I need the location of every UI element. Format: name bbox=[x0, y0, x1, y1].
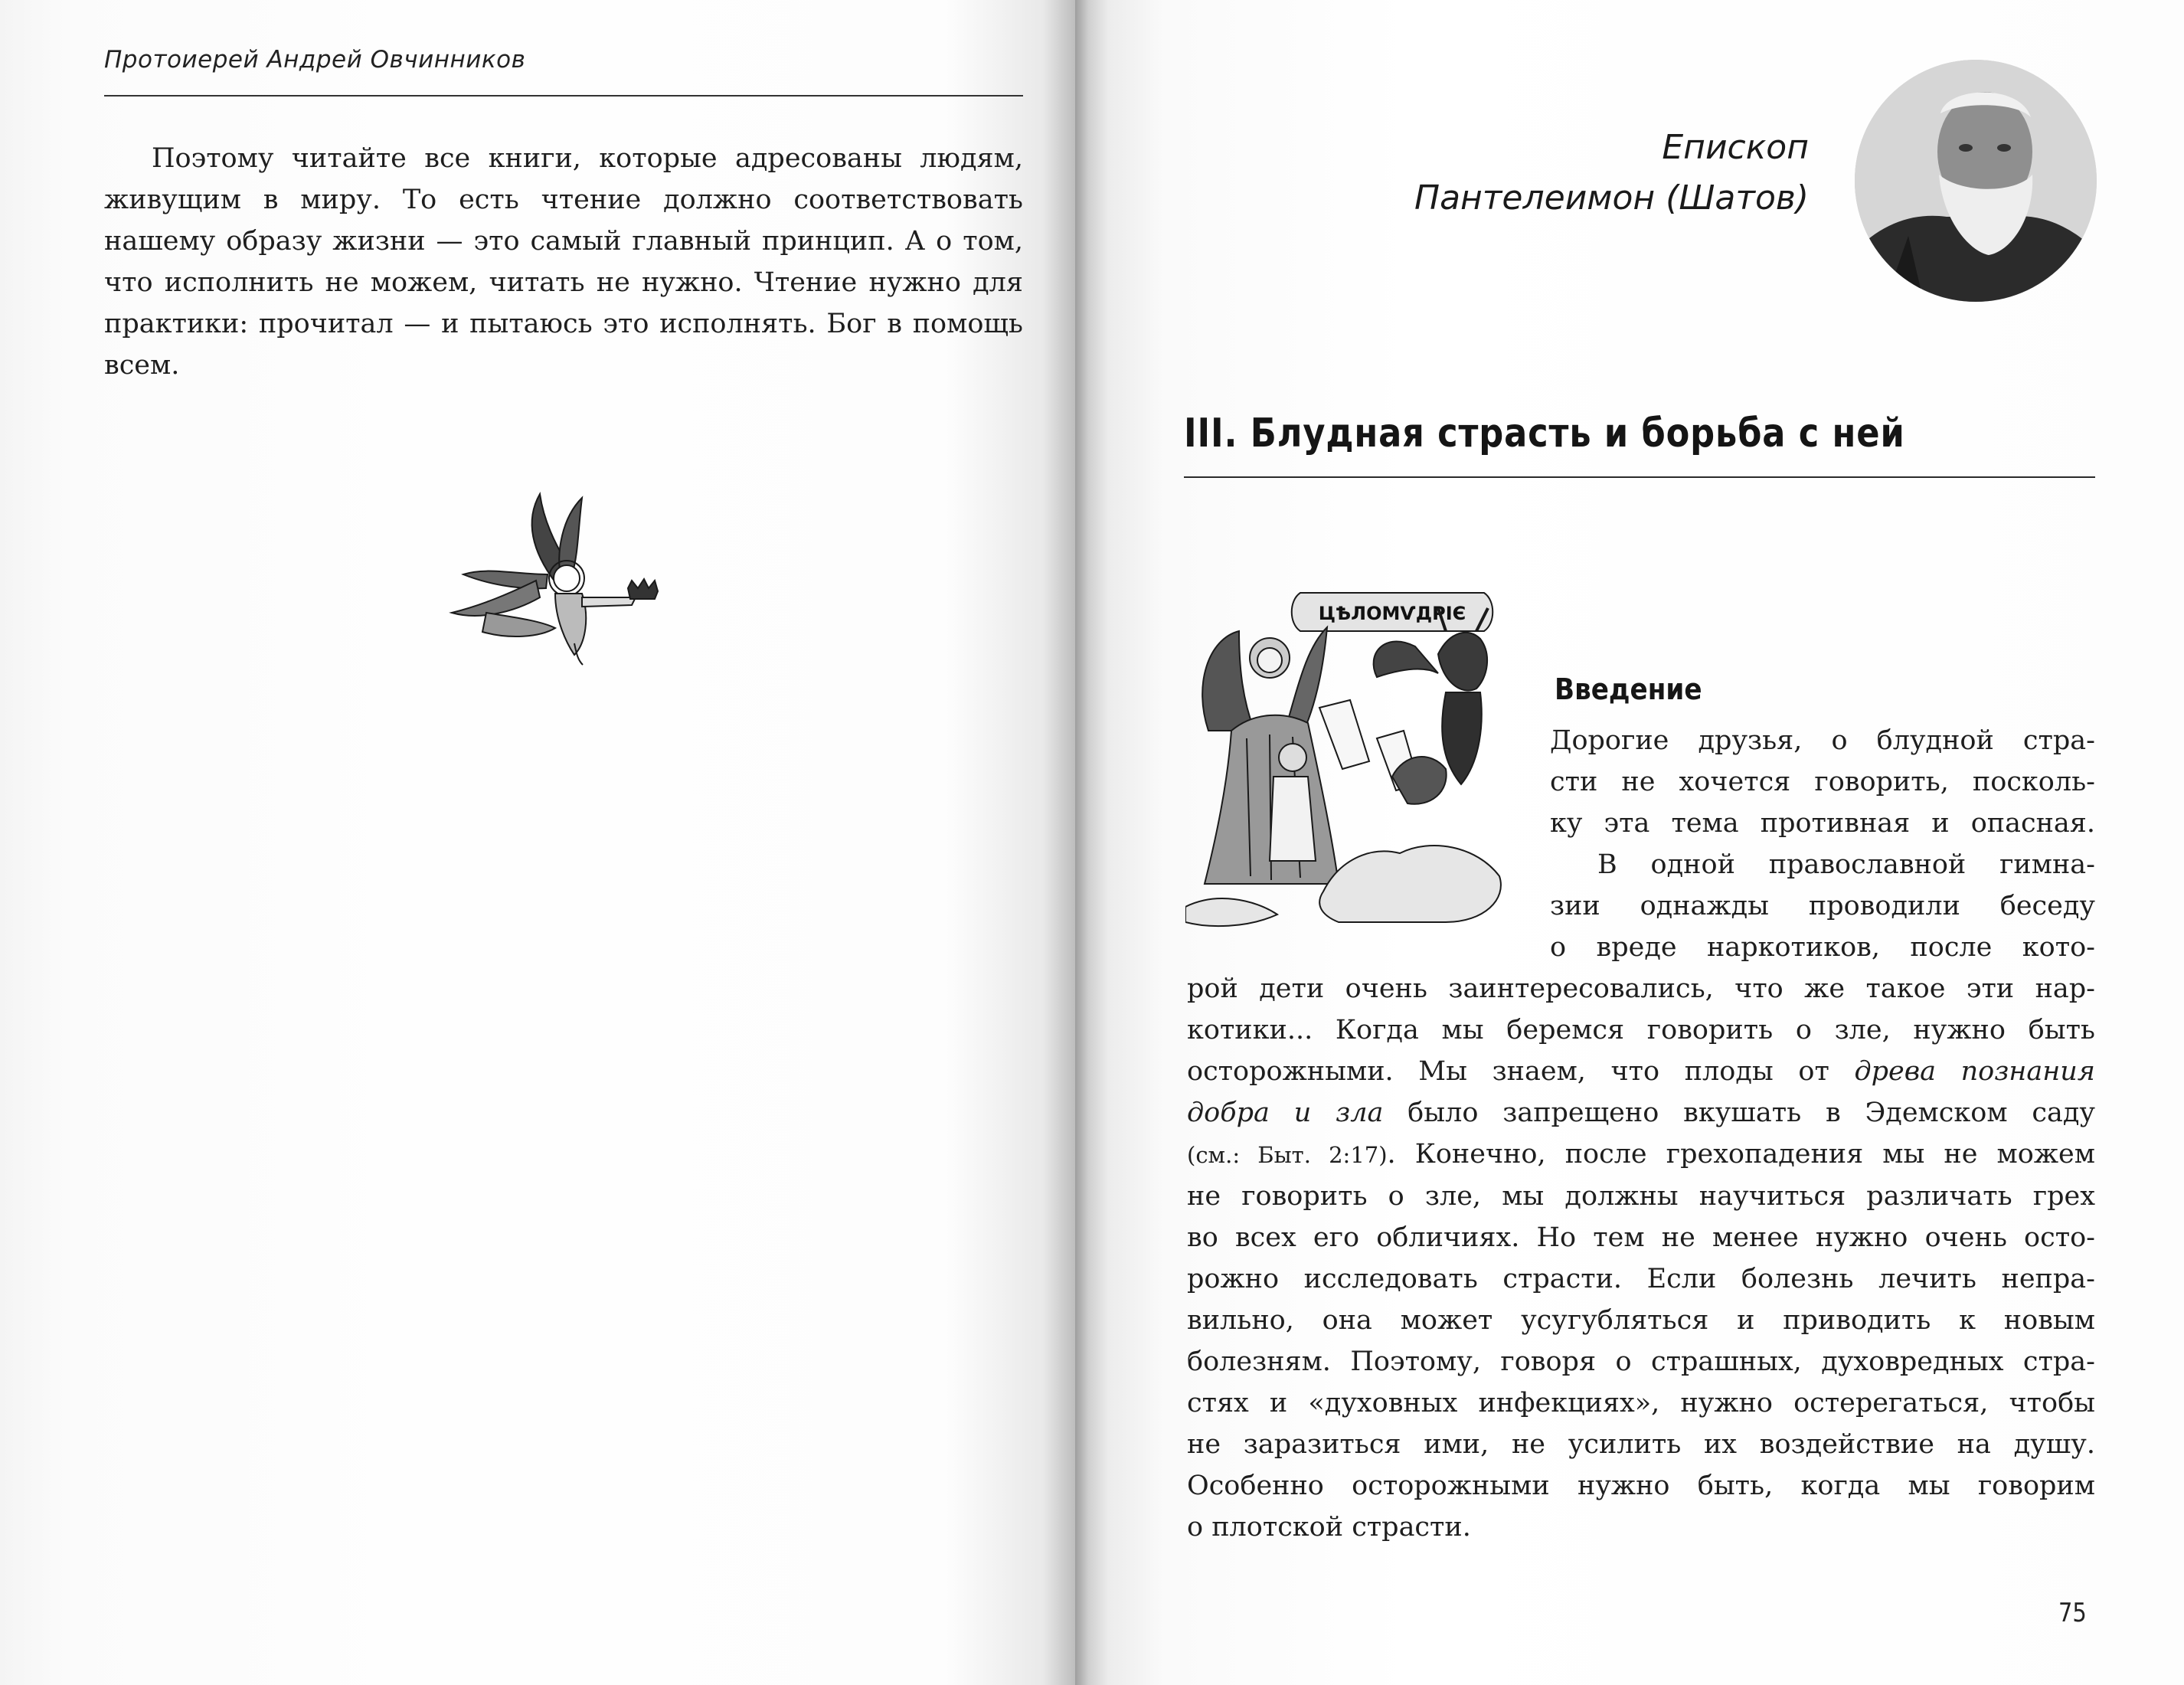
text-line: стях и «духовных инфекциях», нужно остерегаться, чтобы bbox=[1187, 1388, 2095, 1418]
banner-text: ЦѢЛОМѴДРІЄ bbox=[1318, 603, 1466, 624]
text-line bbox=[1187, 1051, 2095, 1092]
left-page bbox=[0, 0, 1075, 1685]
text-segment: было запрещено вкушать в Эдемском саду bbox=[1383, 1098, 2095, 1128]
wrapped-paragraph bbox=[1550, 720, 2095, 968]
main-paragraph bbox=[1187, 968, 2095, 1548]
text-line: болезням. Поэтому, говоря о страшных, духовредных стра- bbox=[1187, 1346, 2095, 1377]
text-line: котики... Когда мы беремся говорить о зле, нужно быть bbox=[1187, 1015, 2095, 1045]
author-portrait bbox=[1855, 60, 2097, 302]
italic-phrase: древа познания bbox=[1854, 1056, 2095, 1087]
text-segment: . Конечно, после грехопадения мы не можем bbox=[1387, 1139, 2095, 1170]
chapter-title: III. Блудная страсть и борьба с ней bbox=[1184, 411, 1905, 456]
text-line: о плотской страсти. bbox=[1187, 1512, 1471, 1543]
text-line: вильно, она может усугубляться и приводить к новым bbox=[1187, 1305, 2095, 1336]
text-line bbox=[1187, 1134, 2095, 1176]
text-line: о вреде наркотиков, после кото- bbox=[1550, 932, 2095, 963]
header-rule bbox=[104, 95, 1023, 97]
text-line: зии однажды проводили беседу bbox=[1550, 891, 2095, 921]
running-head: Протоиерей Андрей Овчинников bbox=[104, 46, 526, 74]
angel-illustration bbox=[440, 490, 678, 666]
italic-phrase: добра и зла bbox=[1187, 1098, 1384, 1128]
section-heading: Введение bbox=[1555, 672, 1702, 706]
chapter-rule bbox=[1184, 476, 2095, 478]
text-line: не заразиться ими, не усилить их воздействие на душу. bbox=[1187, 1429, 2095, 1460]
text-line: В одной православной гимна- bbox=[1597, 849, 2095, 880]
text-segment: осторожными. Мы знаем, что плоды от bbox=[1187, 1056, 1855, 1087]
page-number: 75 bbox=[2058, 1598, 2087, 1628]
left-paragraph: Поэтому читайте все книги, которые адресованы людям, живущим в миру. То есть чтение должно соответствовать нашему образу жизни — это самый главный принцип. А о том, что исполнить не можем, читать не нужно. Чтение нужно для практики: прочитал — и пытаюсь это исполнять. Бог в помощь всем. bbox=[104, 143, 1023, 381]
author-line-1: Епископ bbox=[1662, 128, 1809, 167]
author-name bbox=[1414, 123, 1809, 224]
text-line: сти не хочется говорить, посколь- bbox=[1550, 767, 2095, 797]
text-line: во всех его обличиях. Но тем не менее нужно очень осто- bbox=[1187, 1222, 2095, 1253]
author-line-2: Пантелеимон (Шатов) bbox=[1414, 178, 1809, 218]
text-line: Особенно осторожными нужно быть, когда мы говорим bbox=[1187, 1471, 2095, 1501]
icon-illustration bbox=[1185, 585, 1530, 930]
text-line: Дорогие друзья, о блудной стра- bbox=[1550, 725, 2095, 756]
text-line: ку эта тема противная и опасная. bbox=[1550, 808, 2095, 839]
bible-reference: (см.: Быт. 2:17) bbox=[1187, 1142, 1388, 1168]
text-line: рой дети очень заинтересовались, что же такое эти нар- bbox=[1187, 973, 2095, 1004]
text-line bbox=[1187, 1092, 2095, 1134]
text-line: не говорить о зле, мы должны научиться различать грех bbox=[1187, 1181, 2095, 1212]
text-line: рожно исследовать страсти. Если болезнь лечить непра- bbox=[1187, 1264, 2095, 1294]
